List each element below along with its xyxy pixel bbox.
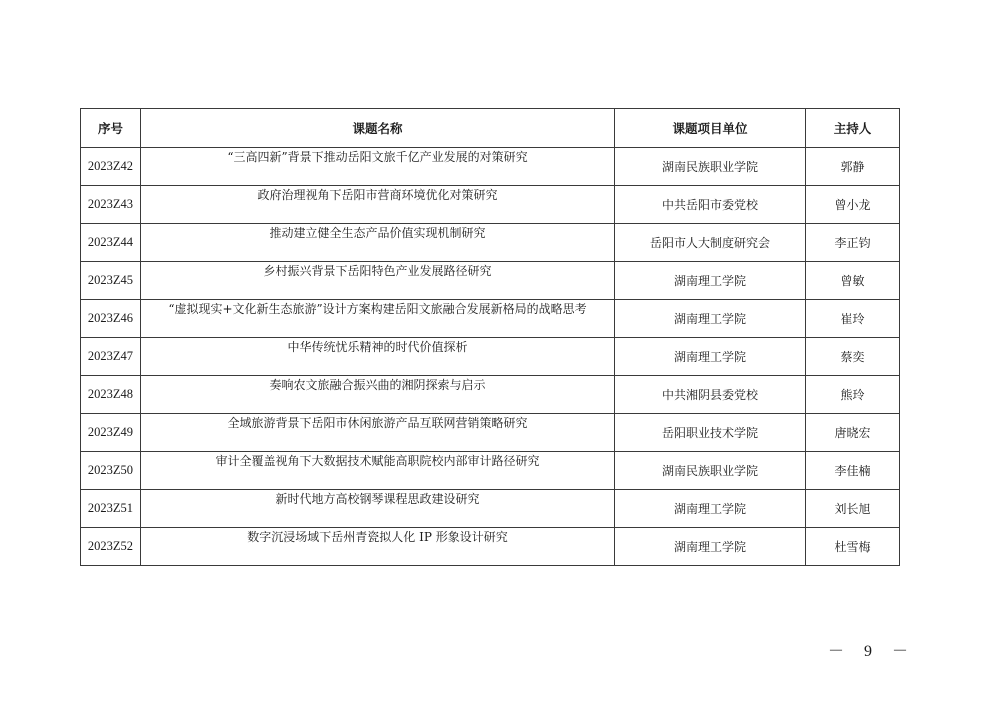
page-number: － 9 －: [827, 643, 916, 660]
row-no: 2023Z42: [81, 148, 141, 186]
row-title: 全域旅游背景下岳阳市休闲旅游产品互联网营销策略研究: [141, 414, 615, 452]
row-unit: 湖南民族职业学院: [615, 452, 806, 490]
row-title: 中华传统忧乐精神的时代价值探析: [141, 338, 615, 376]
row-host: 熊玲: [806, 376, 900, 414]
topic-table: [80, 108, 900, 566]
table-body: [81, 148, 900, 566]
header-no: 序号: [81, 109, 141, 148]
row-title: 审计全覆盖视角下大数据技术赋能高职院校内部审计路径研究: [141, 452, 615, 490]
row-no: 2023Z52: [81, 528, 141, 566]
table-row: [81, 528, 900, 566]
table-row: [81, 490, 900, 528]
row-title: “三高四新”背景下推动岳阳文旅千亿产业发展的对策研究: [141, 148, 615, 186]
table-row: [81, 224, 900, 262]
table-row: [81, 300, 900, 338]
row-host: 唐晓宏: [806, 414, 900, 452]
row-no: 2023Z50: [81, 452, 141, 490]
header-title: 课题名称: [141, 109, 615, 148]
row-no: 2023Z44: [81, 224, 141, 262]
table-row: [81, 376, 900, 414]
table-header: [81, 109, 900, 148]
row-unit: 湖南理工学院: [615, 338, 806, 376]
row-no: 2023Z51: [81, 490, 141, 528]
row-no: 2023Z46: [81, 300, 141, 338]
row-no: 2023Z43: [81, 186, 141, 224]
row-unit: 中共岳阳市委党校: [615, 186, 806, 224]
row-host: 李佳楠: [806, 452, 900, 490]
header-unit: 课题项目单位: [615, 109, 806, 148]
row-unit: 岳阳职业技术学院: [615, 414, 806, 452]
row-title: 推动建立健全生态产品价值实现机制研究: [141, 224, 615, 262]
row-title: 奏响农文旅融合振兴曲的湘阴探索与启示: [141, 376, 615, 414]
header-row: [81, 109, 900, 148]
row-unit: 中共湘阴县委党校: [615, 376, 806, 414]
row-title: 数字沉浸场域下岳州青瓷拟人化 IP 形象设计研究: [141, 528, 615, 566]
table-row: [81, 338, 900, 376]
row-unit: 湖南理工学院: [615, 490, 806, 528]
row-unit: 湖南民族职业学院: [615, 148, 806, 186]
row-host: 刘长旭: [806, 490, 900, 528]
row-no: 2023Z45: [81, 262, 141, 300]
table-row: [81, 186, 900, 224]
row-title: 新时代地方高校钢琴课程思政建设研究: [141, 490, 615, 528]
row-host: 曾小龙: [806, 186, 900, 224]
table-row: [81, 148, 900, 186]
row-unit: 湖南理工学院: [615, 300, 806, 338]
table-row: [81, 414, 900, 452]
row-no: 2023Z47: [81, 338, 141, 376]
row-title: 政府治理视角下岳阳市营商环境优化对策研究: [141, 186, 615, 224]
row-host: 曾敏: [806, 262, 900, 300]
row-host: 崔玲: [806, 300, 900, 338]
table-row: [81, 262, 900, 300]
row-unit: 岳阳市人大制度研究会: [615, 224, 806, 262]
row-host: 李正钧: [806, 224, 900, 262]
row-host: 蔡奕: [806, 338, 900, 376]
row-host: 杜雪梅: [806, 528, 900, 566]
row-title: 乡村振兴背景下岳阳特色产业发展路径研究: [141, 262, 615, 300]
header-host: 主持人: [806, 109, 900, 148]
row-no: 2023Z49: [81, 414, 141, 452]
row-host: 郭静: [806, 148, 900, 186]
row-unit: 湖南理工学院: [615, 528, 806, 566]
row-title: “虚拟现实+文化新生态旅游”设计方案构建岳阳文旅融合发展新格局的战略思考: [141, 300, 615, 338]
row-no: 2023Z48: [81, 376, 141, 414]
row-unit: 湖南理工学院: [615, 262, 806, 300]
table-row: [81, 452, 900, 490]
